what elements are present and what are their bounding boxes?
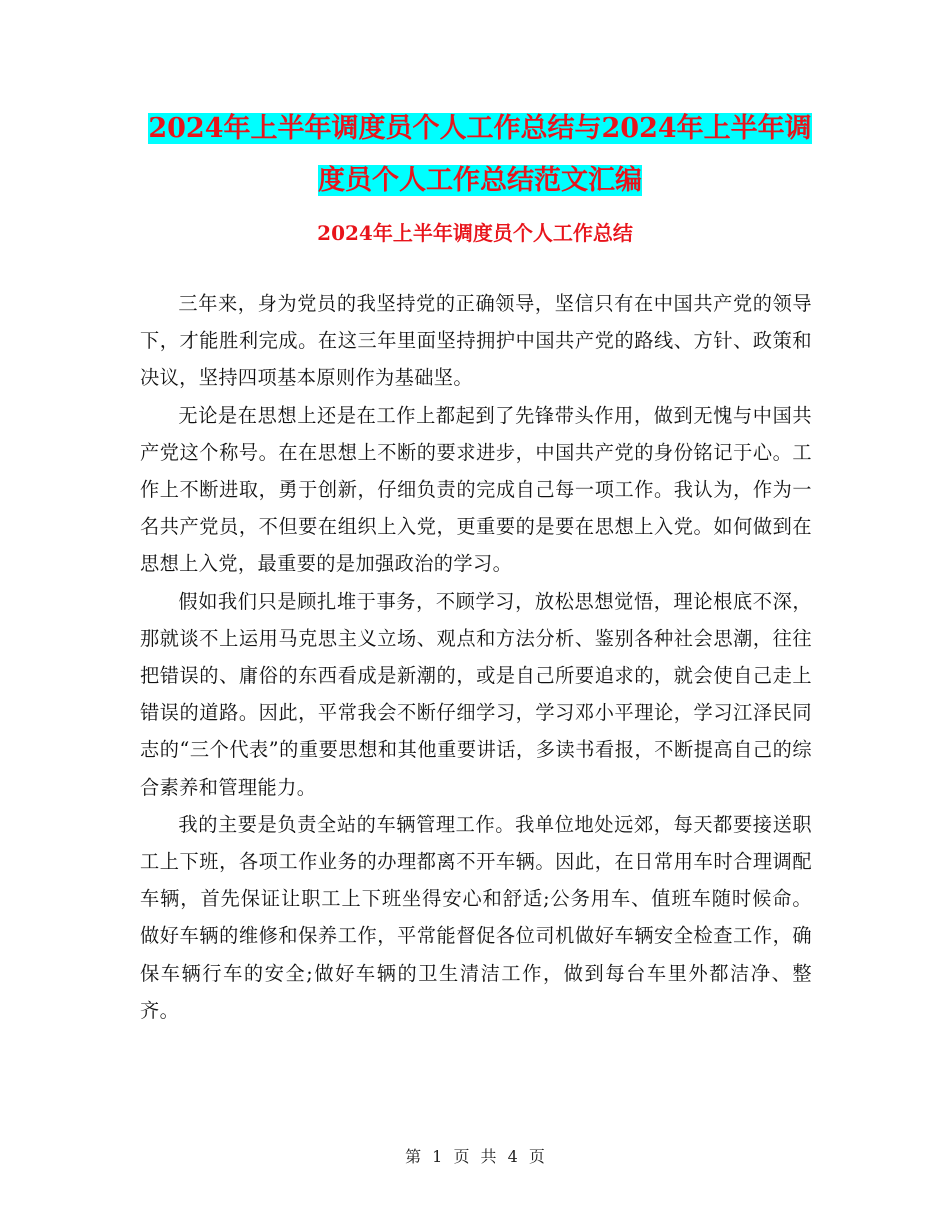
document-title xyxy=(140,103,820,207)
section-title: 2024年上半年调度员个人工作总结 xyxy=(317,221,633,245)
paragraph-2: 无论是在思想上还是在工作上都起到了先锋带头作用，做到无愧与中国共产党这个称号。在在思想上不断的要求进步，中国共产党的身份铭记于心。工作上不断进取，勇于创新，仔细负责的完成自己每一项工作。我认为，作为一名共产党员，不但要在组织上入党，更重要的是要在思想上入党。如何做到在思想上入党，最重要的是加强政治的学习。 xyxy=(140,403,812,576)
document-title-line-1: 2024年上半年调度员个人工作总结与2024年上半年调 xyxy=(148,113,812,144)
document-title-line-2: 度员个人工作总结范文汇编 xyxy=(318,165,642,196)
paragraph-1: 三年来，身为党员的我坚持党的正确领导，坚信只有在中国共产党的领导下，才能胜利完成。在这三年里面坚持拥护中国共产党的路线、方针、政策和决议，坚持四项基本原则作为基础坚。 xyxy=(140,292,812,390)
document-body xyxy=(140,285,812,1029)
paragraph-4: 我的主要是负责全站的车辆管理工作。我单位地处远郊，每天都要接送职工上下班，各项工作业务的办理都离不开车辆。因此，在日常用车时合理调配车辆，首先保证让职工上下班坐得安心和舒适;公务用车、值班车随时候命。做好车辆的维修和保养工作，平常能督促各位司机做好车辆安全检查工作，确保车辆行车的安全;做好车辆的卫生清洁工作，做到每台车里外都洁净、整齐。 xyxy=(140,812,812,1022)
paragraph-3: 假如我们只是顾扎堆于事务，不顾学习，放松思想觉悟，理论根底不深，那就谈不上运用马克思主义立场、观点和方法分析、鉴别各种社会思潮，往往把错误的、庸俗的东西看成是新潮的，或是自己所要追求的，就会使自己走上错误的道路。因此，平常我会不断仔细学习，学习邓小平理论，学习江泽民同志的“三个代表”的重要思想和其他重要讲话，多读书看报，不断提高自己的综合素养和管理能力。 xyxy=(140,589,812,799)
page-footer: 第 1 页 共 4 页 xyxy=(405,1147,545,1166)
